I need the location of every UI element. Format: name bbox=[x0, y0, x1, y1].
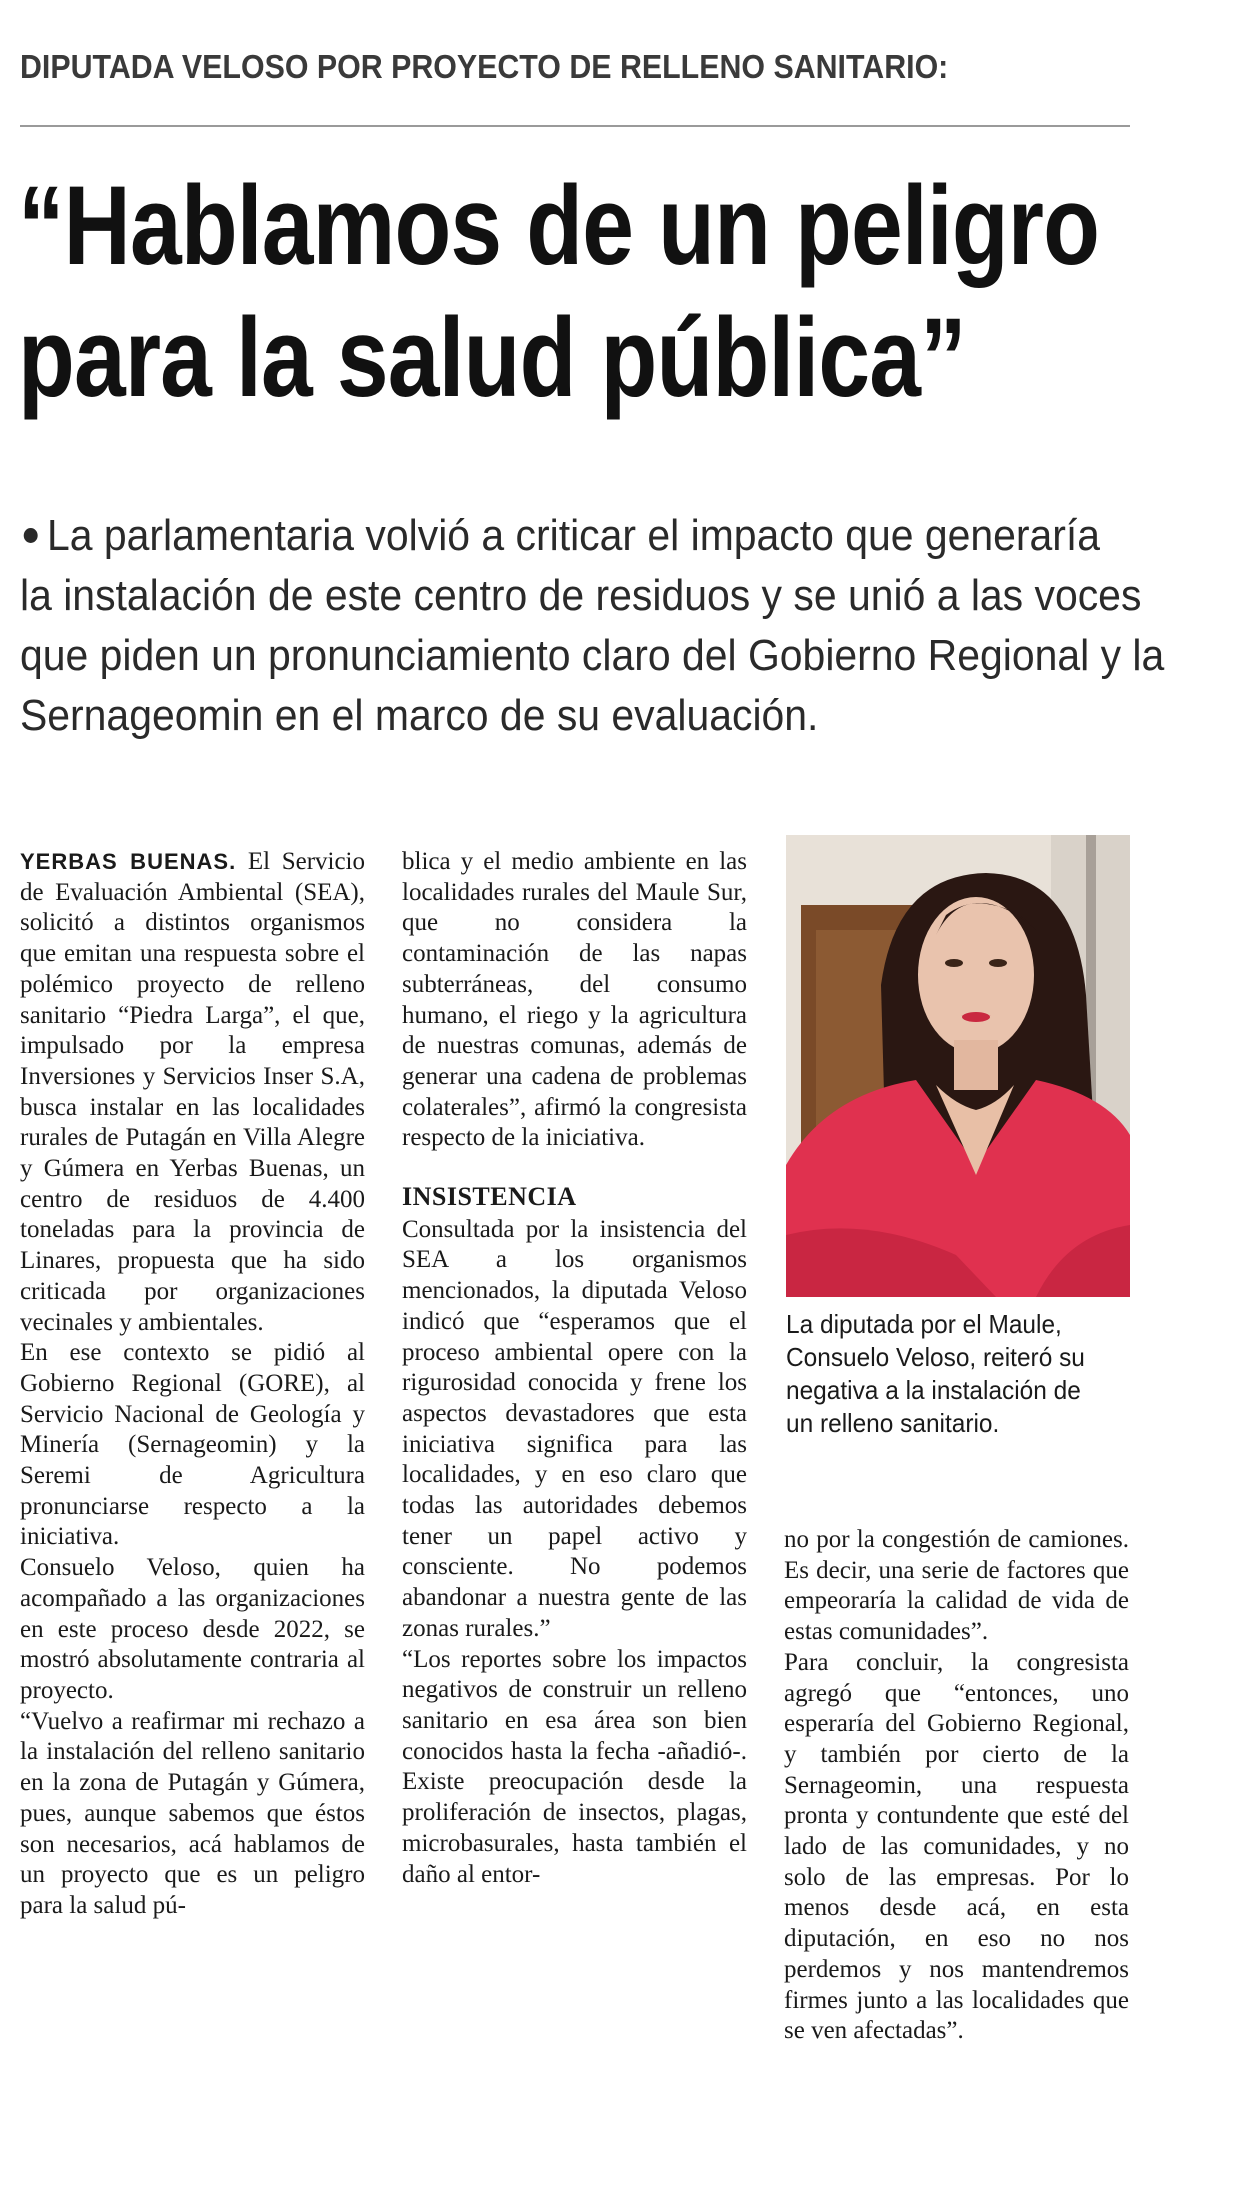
caption-line: Consuelo Veloso, reiteró su bbox=[786, 1342, 1085, 1372]
dateline: YERBAS BUENAS. bbox=[20, 849, 237, 874]
caption-line: un relleno sanitario. bbox=[786, 1408, 1000, 1438]
lede-line: Sernageomin en el marco de su evaluación. bbox=[20, 691, 819, 740]
article-paragraph: “Los reportes sobre los impactos negativos de construir un relleno sanitario en esa área son bien conocidos hasta la fecha -añadió-. Existe preocupación desde la proliferación de insectos, plagas, microbasurales, hasta también el daño al entor- bbox=[402, 1645, 747, 1888]
headline-line: para la salud pública” bbox=[18, 295, 966, 420]
article-paragraph: no por la congestión de camiones. Es decir, una serie de factores que empeoraría la calidad de vida de estas comunidades”. bbox=[784, 1526, 1129, 1646]
article-paragraph: “Vuelvo a reafirmar mi rechazo a la instalación del relleno sanitario en la zona de Putagán y Gúmera, pues, aunque sabemos que éstos son necesarios, acá hablamos de un proyecto que es un peligro para la salud pú- bbox=[20, 1707, 365, 1919]
article-paragraph: Consultada por la insistencia del SEA a los organismos mencionados, la diputada Veloso indicó que “esperamos que el proceso ambiental opere con la rigurosidad conocida y frene los aspectos devastadores que esta iniciativa significa para las localidades, y en eso claro que todas las autoridades debemos tener un papel activo y consciente. No podemos abandonar a nuestra gente de las zonas rurales.” bbox=[402, 1215, 747, 1642]
kicker: DIPUTADA VELOSO POR PROYECTO DE RELLENO SANITARIO: bbox=[20, 48, 949, 85]
article-paragraph: Para concluir, la congresista agregó que “entonces, uno esperaría del Gobierno Regional, y también por cierto de la Sernageomin, una respuesta pronta y contundente que esté del lado de las comunidades, y no solo de las empresas. Por lo menos desde acá, en esta diputación, en eso no nos perdemos y nos mantendremos firmes junto a las localidades que se ven afectadas”. bbox=[784, 1648, 1129, 2045]
lede bbox=[20, 506, 1165, 746]
lede-line: la instalación de este centro de residuos y se unió a las voces bbox=[20, 571, 1142, 620]
headline-line: “Hablamos de un peligro bbox=[18, 163, 1100, 288]
portrait-illustration bbox=[786, 835, 1130, 1297]
headline bbox=[18, 160, 1100, 424]
caption-line: negativa a la instalación de bbox=[786, 1375, 1081, 1405]
header-rule bbox=[20, 125, 1130, 127]
article-paragraph: En ese contexto se pidió al Gobierno Regional (GORE), al Servicio Nacional de Geología y Minería (Sernageomin) y la Seremi de Agricultura pronunciarse respecto a la iniciativa. bbox=[20, 1339, 365, 1551]
photo-caption bbox=[786, 1308, 1124, 1440]
portrait-photo bbox=[786, 835, 1130, 1297]
article-column-3 bbox=[784, 1525, 1129, 2047]
face-shape bbox=[918, 897, 1034, 1053]
lede-line: La parlamentaria volvió a criticar el impacto que generaría bbox=[20, 506, 1145, 566]
article-paragraph: blica y el medio ambiente en las localidades rurales del Maule Sur, que no considera la contaminación de las napas subterráneas, del consumo humano, el riego y la agricultura de nuestras comunas, además de generar una cadena de problemas colaterales”, afirmó la congresista respecto de la iniciativa. bbox=[402, 848, 747, 1152]
article-column-2 bbox=[402, 847, 747, 1890]
bullet-icon bbox=[24, 528, 38, 543]
article-column-1 bbox=[20, 847, 365, 1922]
article-paragraph: YERBAS BUENAS. El Servicio de Evaluación Ambiental (SEA), solicitó a distintos organismos que emitan una respuesta sobre el polémico proyecto de relleno sanitario “Piedra Larga”, el que, impulsado por la empresa Inversiones y Servicios Inser S.A, busca instalar en las localidades rurales de Putagán en Villa Alegre y Gúmera en Yerbas Buenas, un centro de residuos de 4.400 toneladas para la provincia de Linares, propuesta que ha sido criticada por organizaciones vecinales y ambientales. bbox=[20, 848, 366, 1336]
article-paragraph: Consuelo Veloso, quien ha acompañado a las organizaciones en este proceso desde 2022, se mostró absolutamente contraria al proyecto. bbox=[20, 1554, 365, 1704]
lede-line: que piden un pronunciamiento claro del Gobierno Regional y la bbox=[20, 631, 1165, 680]
section-subhead: INSISTENCIA bbox=[402, 1182, 577, 1212]
caption-line: La diputada por el Maule, bbox=[786, 1309, 1062, 1339]
